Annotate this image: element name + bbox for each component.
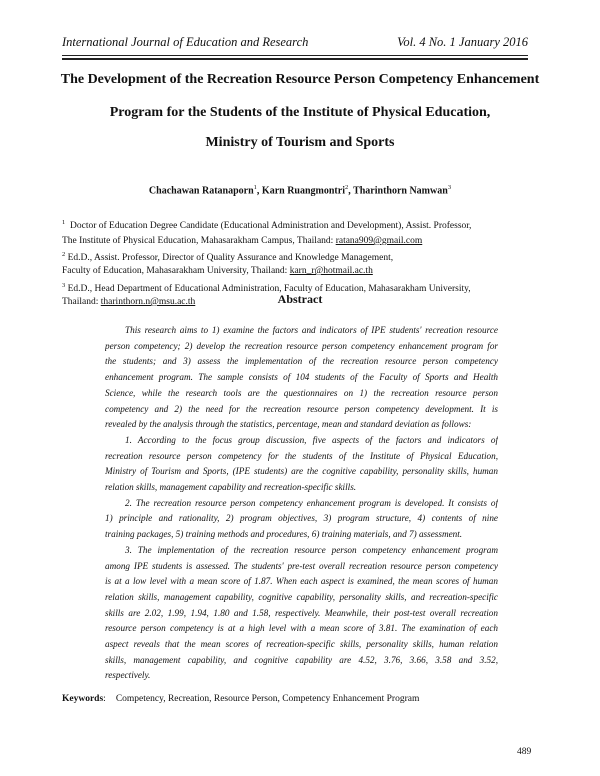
author-name: Chachawan Ratanaporn — [148, 185, 254, 197]
abstract-line: the students; and 3) assess the implementation of the recreation resource person competency — [105, 356, 498, 367]
abstract-line: 1) principle and rationality, 2) program objectives, 3) program structure, 4) contents of nine — [105, 513, 498, 524]
author-affiliation-mark: 2 — [344, 184, 349, 191]
abstract-line: 2. The recreation resource person competency enhancement program is developed. It consists of — [125, 497, 498, 508]
keywords-line — [62, 694, 419, 704]
abstract-line: relation skills, management capability, cognitive capability, personality skills, and recreation-specific — [105, 591, 498, 602]
abstract-line: respectively. — [105, 670, 151, 681]
affiliation-3-line-1: $^3$ Ed.D., Head Department of Educational Administration, Faculty of Education, Mahasarakham University, — [62, 282, 471, 295]
issue-info: Vol. 4 No. 1 January 2016 — [397, 35, 528, 49]
affiliation-2-line-1: $^2$ Ed.D., Assist. Professor, Director of Quality Assurance and Knowledge Management, — [62, 251, 394, 264]
abstract-line: training packages, 5) training methods and procedures, 6) training materials, and 7) assessment. — [105, 529, 463, 540]
paper-title-line-3: Ministry of Tourism and Sports — [205, 135, 395, 150]
affiliation-mark: 3 — [62, 282, 66, 289]
affiliation-1-line-1: $^1$ Doctor of Education Degree Candidate (Educational Administration and Development), Assist. Professor, — [62, 219, 472, 232]
abstract-heading: Abstract — [277, 292, 323, 306]
abstract-line: skills are 2.02, 1.99, 1.94, 1.80 and 1.58, respectively. Meanwhile, their post-test overall recreation — [105, 607, 498, 618]
abstract-line: recreation resource person competency for the students of the Institute of Physical Education, — [105, 450, 498, 461]
abstract-line: 1. According to the focus group discussion, five aspects of the factors and indicators of — [125, 434, 498, 445]
header-rule — [62, 55, 528, 56]
header-rule-thick — [62, 58, 528, 60]
abstract-line: competency and 2) the need for the recreation resource person competency development. It is — [105, 403, 498, 414]
author-list: Chachawan Ratanaporn$^1$, Karn Ruangmontri$^2$, Tharinthorn Namwan$^3$ — [148, 184, 452, 197]
abstract-line: Science, while the research tools are the questionnaires on 1) the recreation resource person — [105, 387, 498, 398]
abstract-line: Ministry of Tourism and Sports, (IPE students) are the cognitive capability, personality skills, human — [105, 466, 498, 477]
page-number: 489 — [517, 747, 532, 757]
journal-name: International Journal of Education and Research — [62, 35, 309, 49]
paper-title-line-1: The Development of the Recreation Resource Person Competency Enhancement — [60, 72, 540, 87]
abstract-line: 3. The implementation of the recreation resource person competency enhancement program — [125, 544, 498, 555]
abstract-line: enhancement program. The sample consists of 104 students of the Faculty of Sports and Health — [105, 372, 498, 383]
email-link[interactable]: karn_r@hotmail.ac.th — [289, 266, 373, 276]
affiliation-3-line-2: Thailand: tharinthorn.n@msu.ac.th — [62, 297, 196, 307]
abstract-line: among IPE students is assessed. The students' pre-test overall recreation resource person competency — [105, 560, 498, 571]
affiliation-mark: 2 — [62, 251, 66, 258]
abstract-line: aspect reveals that the mean scores of recreation-specific skills, personality skills, human relation — [105, 639, 498, 649]
keywords-text: Competency, Recreation, Resource Person, Competency Enhancement Program — [115, 694, 420, 704]
abstract-line: resource person competency is at a high level with a mean score of 3.81. The examination of each — [105, 623, 498, 634]
keywords-label: Keywords — [62, 694, 104, 704]
abstract-line: is at a low level with a mean score of 1.87. When each aspect is examined, the mean scores of human — [105, 576, 498, 587]
author-name: Karn Ruangmontri — [261, 185, 345, 197]
author-affiliation-mark: 1 — [253, 184, 257, 191]
abstract-line: skills, management capability, and cognitive capability are 4.52, 3.76, 3.66, 3.58 and 3.52, — [105, 654, 498, 665]
paper-title-line-2: Program for the Students of the Institute of Physical Education, — [109, 105, 491, 120]
keywords-colon: : — [103, 694, 106, 704]
email-link[interactable]: ratana909@gmail.com — [335, 236, 423, 246]
abstract-line: revealed by the analysis through the statistics, percentage, mean and standard deviation as follows: — [105, 419, 472, 430]
affiliation-2-line-2: Faculty of Education, Mahasarakham University, Thailand: karn_r@hotmail.ac.th — [62, 266, 373, 276]
affiliation-1-line-2: The Institute of Physical Education, Mahasarakham Campus, Thailand: ratana909@gmail.com — [62, 236, 423, 246]
abstract-line: This research aims to 1) examine the factors and indicators of IPE students' recreation resource — [125, 325, 498, 335]
email-link[interactable]: tharinthorn.n@msu.ac.th — [100, 297, 196, 307]
author-affiliation-mark: 3 — [447, 184, 452, 191]
author-name: Tharinthorn Namwan — [353, 185, 448, 197]
affiliation-mark: 1 — [62, 219, 66, 226]
abstract-line: person competency; 2) develop the recreation resource person competency enhancement program for — [105, 340, 498, 351]
abstract-line: relation skills, management capability and recreation-specific skills. — [105, 482, 357, 492]
